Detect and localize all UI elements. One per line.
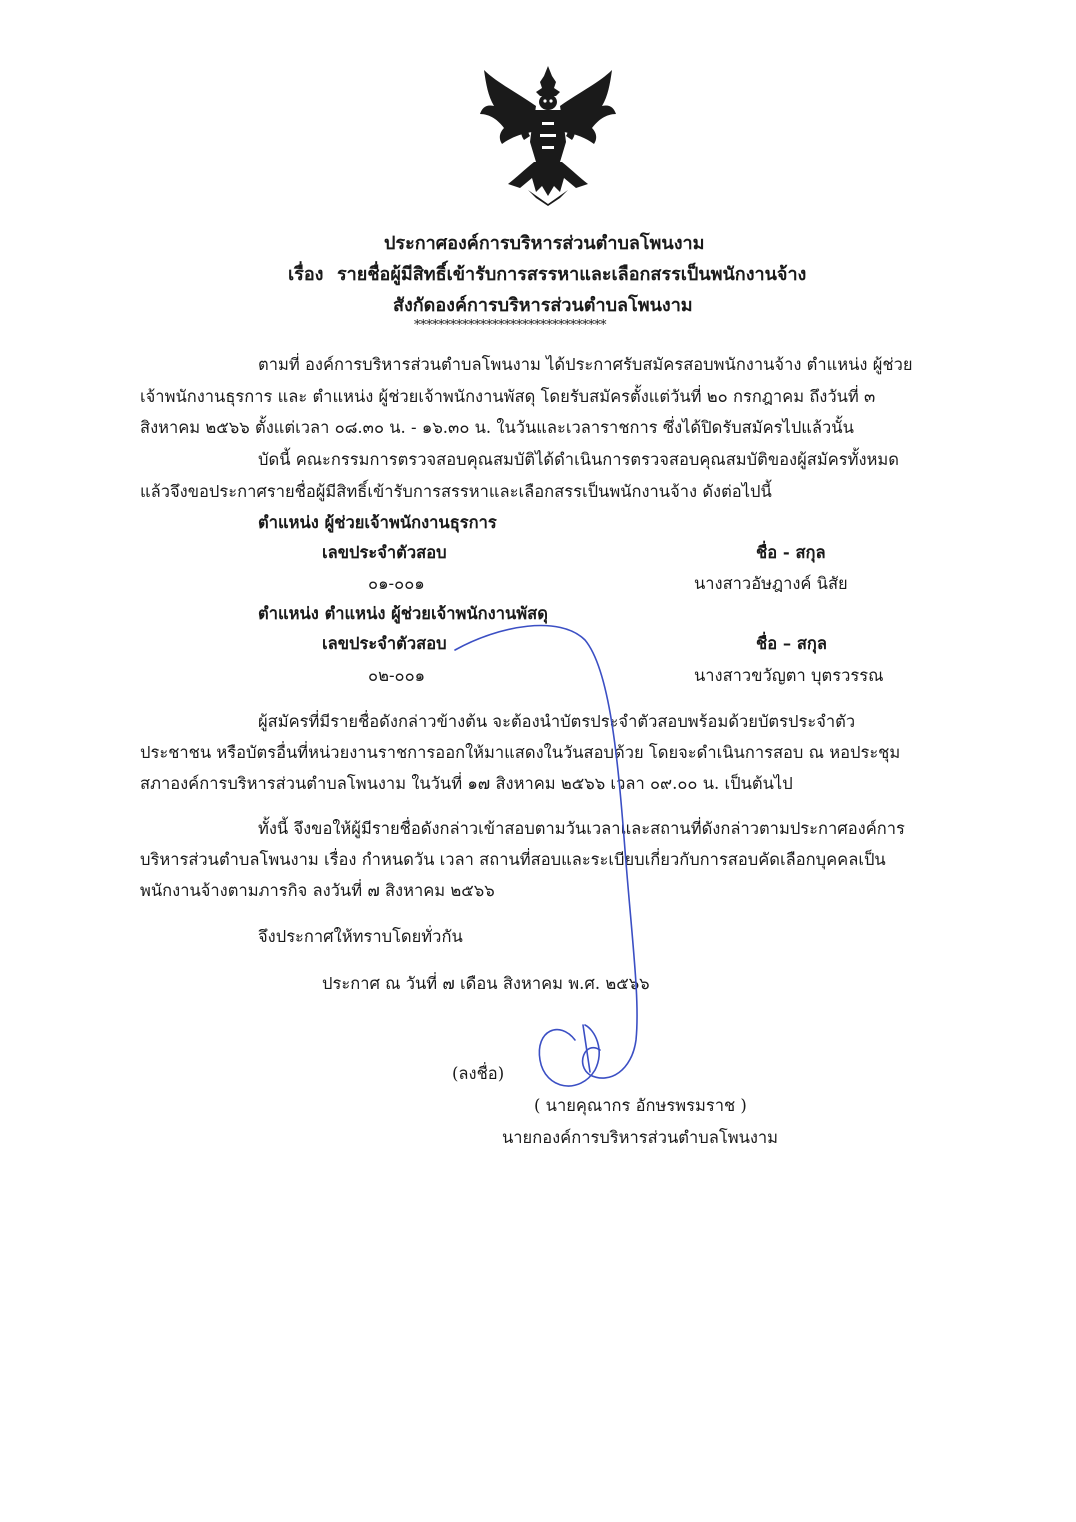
position-2-id: ๐๒-๐๐๑ [368,666,426,685]
separator: ******************************** [414,318,606,333]
position-1-name: นางสาวอัษฎางค์ นิสัย [694,574,848,593]
signatory-position: นายกองค์การบริหารส่วนตำบลโพนงาม [502,1128,779,1147]
para2-line-1: ผู้สมัครที่มีรายชื่อดังกล่าวข้างต้น จะต้องนำบัตรประจำตัวสอบพร้อมด้วยบัตรประจำตัว [258,712,856,731]
sign-label: (ลงชื่อ) [452,1064,505,1083]
subject-label: เรื่อง [288,264,324,285]
para2-line-3: สภาองค์การบริหารส่วนตำบลโพนงาม ในวันที่ ๑๗ สิงหาคม ๒๕๖๖ เวลา ๐๙.๐๐ น. เป็นต้นไป [140,774,793,793]
position-2-name: นางสาวขวัญตา บุตรวรรณ [694,666,884,685]
subject-line2: สังกัดองค์การบริหารส่วนตำบลโพนงาม [393,295,693,316]
position-2-col-name: ชื่อ – สกุล [756,634,828,653]
closing-text: จึงประกาศให้ทราบโดยทั่วกัน [258,927,463,946]
position-2-title: ตำแหน่ง ตำแหน่ง ผู้ช่วยเจ้าพนักงานพัสดุ [258,604,548,623]
para3-line-1: ทั้งนี้ จึงขอให้ผู้มีรายชื่อดังกล่าวเข้าสอบตามวันเวลาและสถานที่ดังกล่าวตามประกาศองค์การ [258,819,905,838]
intro-line-2: เจ้าพนักงานธุรการ และ ตำแหน่ง ผู้ช่วยเจ้าพนักงานพัสดุ โดยรับสมัครตั้งแต่วันที่ ๒๐ กรกฎาคม ถึงวันที่ ๓ [140,387,876,406]
intro-line-3: สิงหาคม ๒๕๖๖ ตั้งแต่เวลา ๐๘.๓๐ น. - ๑๖.๓๐ น. ในวันและเวลาราชการ ซึ่งได้ปิดรับสมัครไปแล้วนั้น [140,418,854,437]
garuda-emblem-icon [476,62,621,207]
position-1-col-name: ชื่อ - สกุล [756,543,826,562]
position-1-id: ๐๑-๐๐๑ [368,574,425,593]
position-1-col-id: เลขประจำตัวสอบ [322,543,447,562]
para3-line-2: บริหารส่วนตำบลโพนงาม เรื่อง กำหนดวัน เวลา สถานที่สอบและระเบียบเกี่ยวกับการสอบคัดเลือกบุคคลเป็น [140,850,886,869]
para2-line-2: ประชาชน หรือบัตรอื่นที่หน่วยงานราชการออกให้มาแสดงในวันสอบด้วย โดยจะดำเนินการสอบ ณ หอประชุม [140,743,901,762]
intro-line-1: ตามที่ องค์การบริหารส่วนตำบลโพนงาม ได้ประกาศรับสมัครสอบพนักงานจ้าง ตำแหน่ง ผู้ช่วย [258,355,913,374]
intro-line-5: แล้วจึงขอประกาศรายชื่อผู้มีสิทธิ์เข้ารับการสรรหาและเลือกสรรเป็นพนักงานจ้าง ดังต่อไปนี้ [140,482,772,501]
signatory-name: ( นายคุณากร อักษรพรมราช ) [534,1096,747,1115]
para3-line-3: พนักงานจ้างตามภารกิจ ลงวันที่ ๗ สิงหาคม ๒๕๖๖ [140,881,495,900]
intro-line-4: บัดนี้ คณะกรรมการตรวจสอบคุณสมบัติได้ดำเนินการตรวจสอบคุณสมบัติของผู้สมัครทั้งหมด [258,450,899,469]
page-title: ประกาศองค์การบริหารส่วนตำบลโพนงาม [384,233,705,254]
position-2-col-id: เลขประจำตัวสอบ [322,634,447,653]
position-1-title: ตำแหน่ง ผู้ช่วยเจ้าพนักงานธุรการ [258,513,497,532]
subject-text: รายชื่อผู้มีสิทธิ์เข้ารับการสรรหาและเลือกสรรเป็นพนักงานจ้าง [337,264,807,285]
date-line: ประกาศ ณ วันที่ ๗ เดือน สิงหาคม พ.ศ. ๒๕๖๖ [322,974,650,993]
